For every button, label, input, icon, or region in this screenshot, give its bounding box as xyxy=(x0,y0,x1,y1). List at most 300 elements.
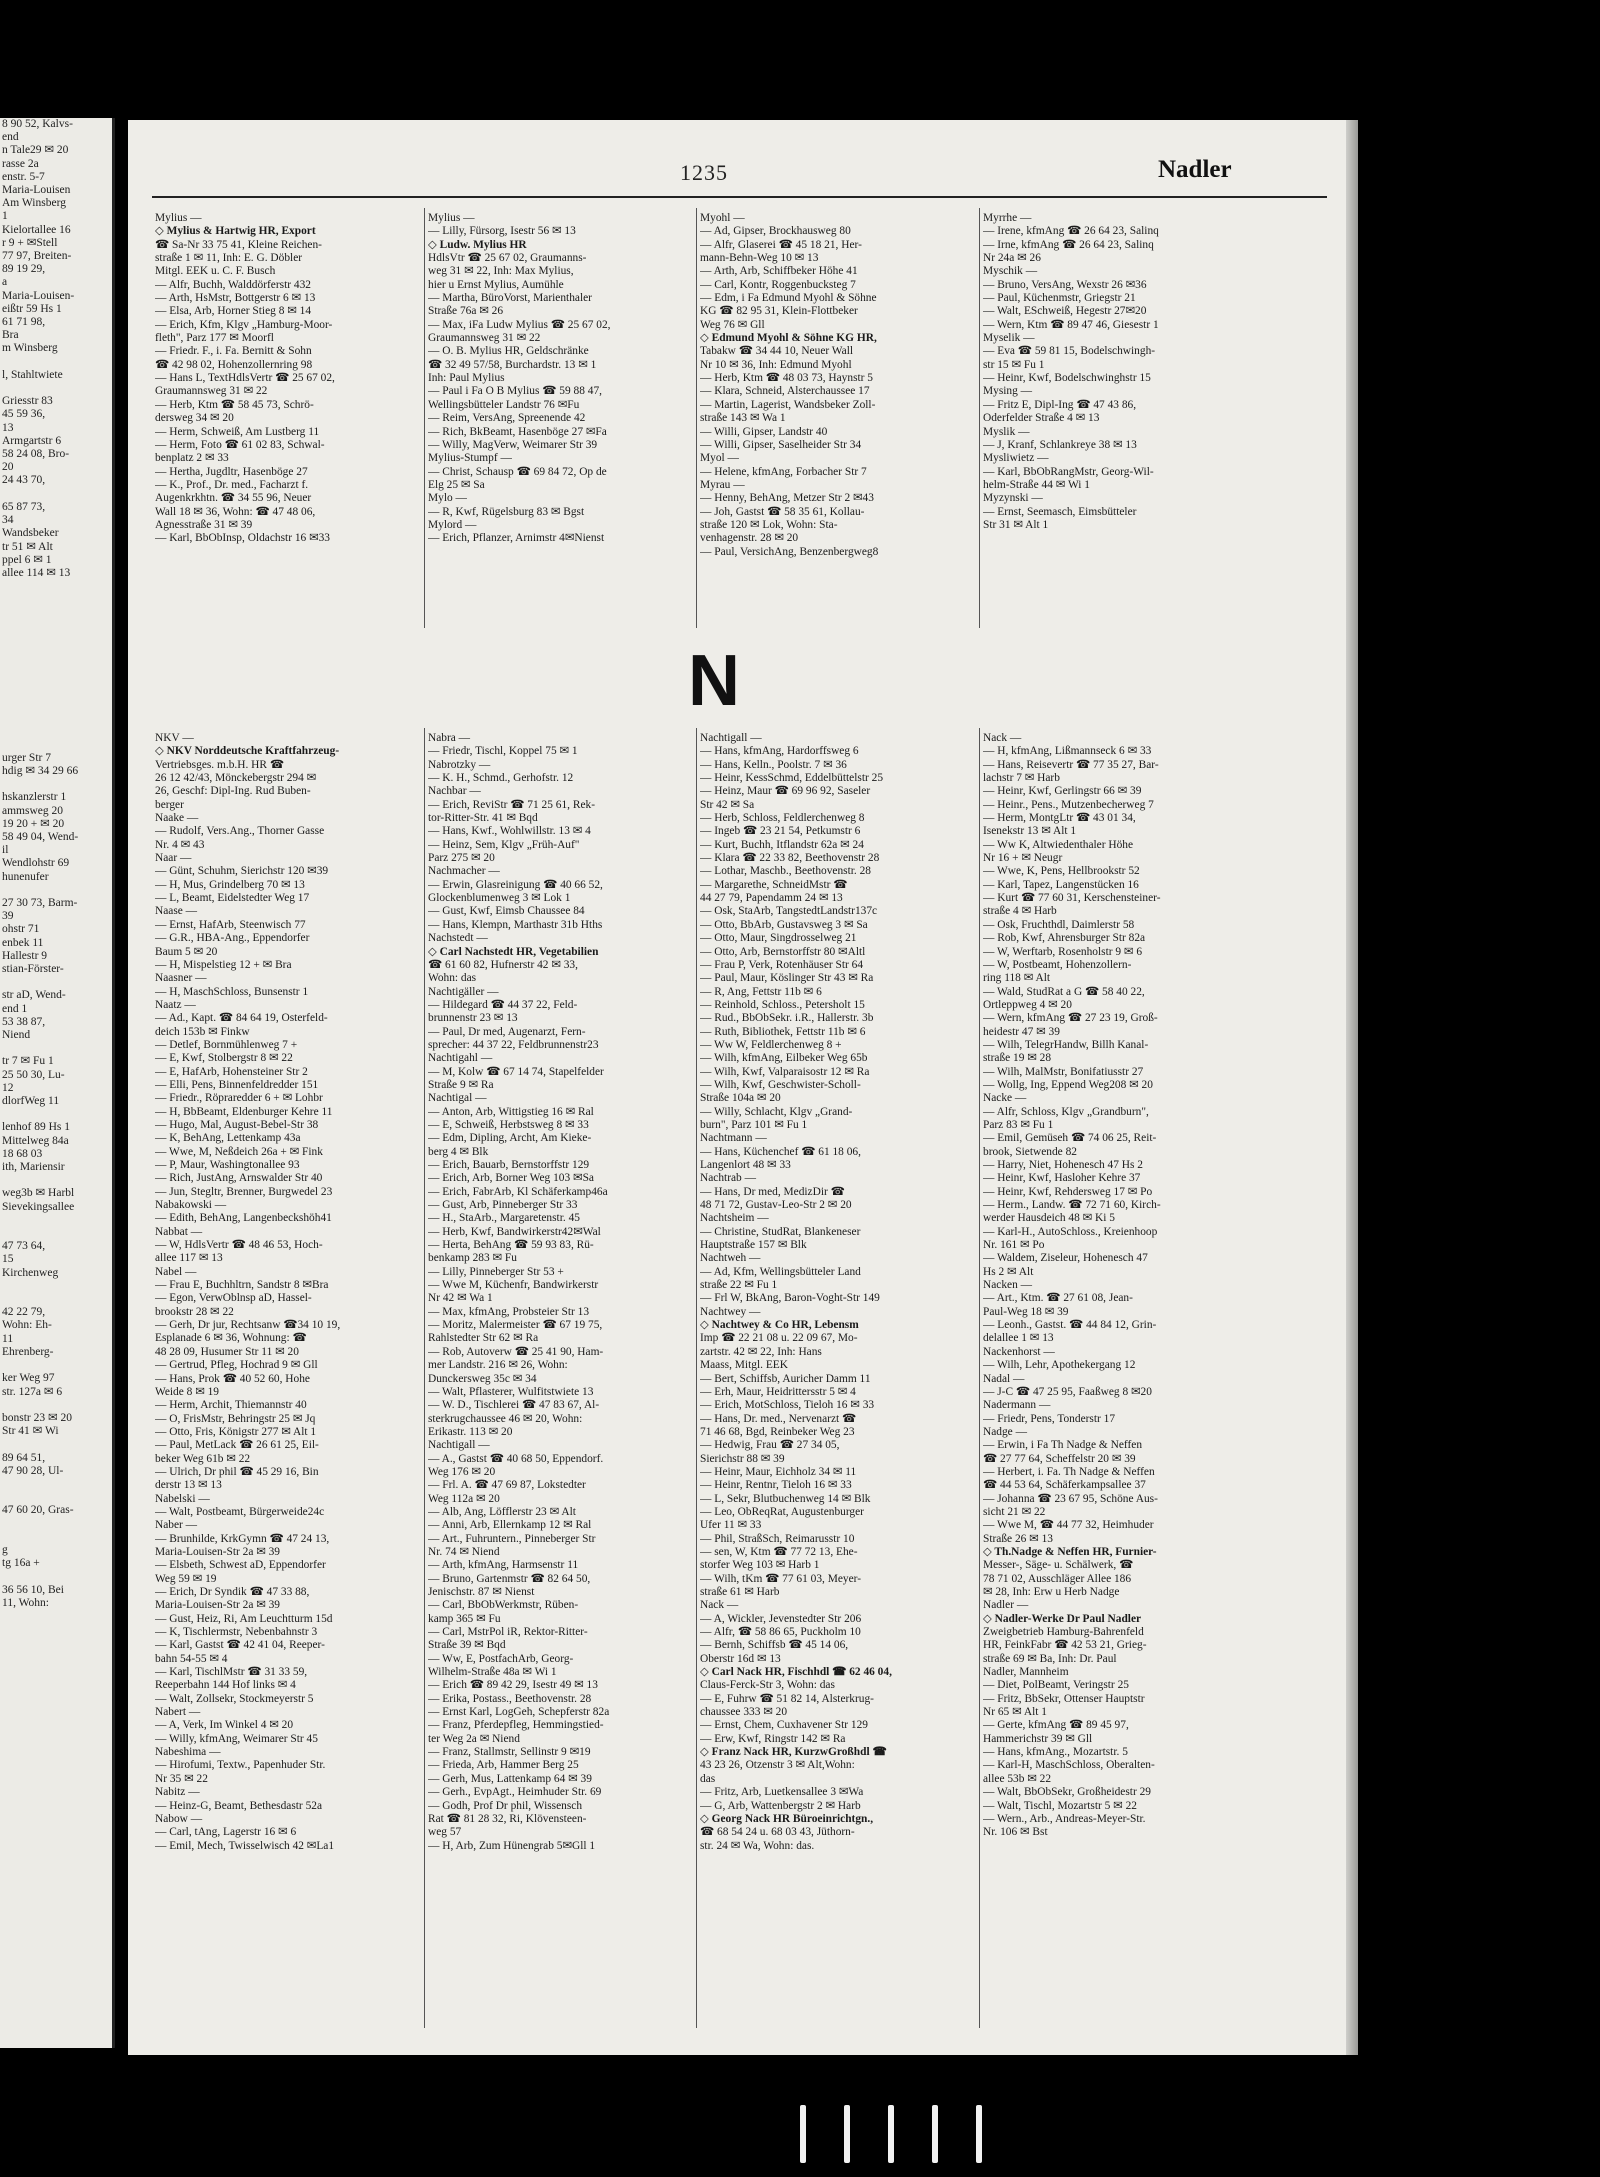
directory-entry: — Hans, kfmAng, Hardorffsweg 6 xyxy=(700,745,859,758)
section-letter: N xyxy=(688,641,740,721)
left-page-line: lenhof 89 Hs 1 xyxy=(2,1121,71,1134)
directory-entry: — Max, kfmAng, Probsteier Str 13 xyxy=(428,1305,590,1318)
column-bottom-1 xyxy=(155,732,431,2032)
directory-entry: — Hedwig, Frau ☎ 27 34 05, xyxy=(700,1439,840,1452)
directory-entry: — Frau P, Verk, Rotenhäuser Str 64 xyxy=(700,958,864,971)
left-page-line xyxy=(0,593,112,606)
surname-heading: Nachtigäller — xyxy=(428,985,499,998)
directory-entry: — Irne, kfmAng ☎ 26 64 23, Salinq xyxy=(983,238,1154,251)
directory-entry: — Walt, ESchweiß, Hegestr 27✉20 xyxy=(983,305,1147,318)
left-page-line: 11 xyxy=(2,1332,14,1345)
directory-entry: Reeperbahn 144 Hof links ✉ 4 xyxy=(155,1679,296,1692)
directory-entry: — Gust, Kwf, Eimsb Chaussee 84 xyxy=(428,905,585,918)
directory-entry: 26, Geschf: Dipl-Ing. Rud Buben- xyxy=(155,785,311,798)
directory-entry: — Heinr, Kwf, Rehdersweg 17 ✉ Po xyxy=(983,1185,1153,1198)
directory-page xyxy=(128,120,1346,2055)
directory-entry: — Günt, Schuhm, Sierichstr 120 ✉39 xyxy=(155,865,329,878)
left-page-line: hunenufer xyxy=(2,870,49,883)
directory-entry: ✉ 28, Inh: Erw u Herb Nadge xyxy=(983,1586,1120,1598)
directory-entry: — Hans, kfmAng., Mozartstr. 5 xyxy=(983,1746,1128,1759)
directory-entry: berg 4 ✉ Blk xyxy=(428,1145,489,1158)
directory-entry: — Fritz E, Dipl-Ing ☎ 47 43 86, xyxy=(983,398,1137,411)
firm-entry: ◇ Nadler-Werke Dr Paul Nadler xyxy=(983,1612,1142,1625)
surname-heading: Nachmacher — xyxy=(428,865,500,878)
firm-entry: ◇ Carl Nack HR, Fischhdl ☎ 62 46 04, xyxy=(700,1666,892,1679)
directory-entry: — Elli, Pens, Binnenfeldredder 151 xyxy=(155,1078,319,1091)
left-page-line: hskanzlerstr 1 xyxy=(2,791,67,804)
directory-entry: — Heinz, Maur ☎ 69 96 92, Saseler xyxy=(700,785,871,798)
directory-entry: dersweg 34 ✉ 20 xyxy=(155,412,234,425)
surname-heading: Nachtigal — xyxy=(428,1092,487,1105)
left-page-line: rasse 2a xyxy=(2,157,39,170)
directory-entry: — Carl, MstrPol iR, Rektor-Ritter- xyxy=(428,1626,588,1639)
left-page-line xyxy=(0,673,112,686)
directory-entry: straße 61 ✉ Harb xyxy=(700,1586,780,1598)
directory-entry: str 15 ✉ Fu 1 xyxy=(983,358,1045,371)
directory-entry: — Osk, Fruchthdl, Daimlerstr 58 xyxy=(983,918,1135,931)
left-page-line: eißtr 59 Hs 1 xyxy=(2,302,62,315)
directory-entry: — O, FrisMstr, Behringstr 25 ✉ Jq xyxy=(155,1412,316,1425)
left-page-line: tr 51 ✉ Alt xyxy=(2,540,53,553)
directory-entry: — Walt, Zollsekr, Stockmeyerstr 5 xyxy=(155,1692,314,1705)
directory-entry: ☎ 32 49 57/58, Burchardstr. 13 ✉ 1 xyxy=(428,358,597,371)
directory-entry: — Hans, Dr. med., Nervenarzt ☎ xyxy=(700,1412,857,1425)
directory-entry: Nr. 106 ✉ Bst xyxy=(983,1826,1048,1839)
surname-heading: Naar — xyxy=(155,852,192,865)
directory-entry: — Friedr, Pens, Tonderstr 17 xyxy=(983,1412,1116,1425)
left-page-line xyxy=(0,778,112,791)
left-page-line xyxy=(0,976,112,989)
directory-entry: — Rich, BkBeamt, Hasenböge 27 ✉Fa xyxy=(428,425,607,438)
directory-entry: — Herm, Schweiß, Am Lustberg 11 xyxy=(155,425,320,438)
surname-heading: Nachtweh — xyxy=(700,1252,761,1265)
directory-entry: Erikastr. 113 ✉ 20 xyxy=(428,1425,513,1438)
directory-entry: — Lilly, Fürsorg, Isestr 56 ✉ 13 xyxy=(428,225,576,238)
left-page-line: Bra xyxy=(2,329,19,342)
left-page-line: ith, Mariensir xyxy=(2,1161,65,1174)
directory-entry: — Brunhilde, KrkGymn ☎ 47 24 13, xyxy=(155,1532,330,1545)
directory-entry: kamp 365 ✉ Fu xyxy=(428,1612,501,1625)
left-page-line: 39 xyxy=(2,910,14,923)
directory-entry: — W, Werftarb, Rosenholstr 9 ✉ 6 xyxy=(983,945,1143,958)
directory-entry: Straße 9 ✉ Ra xyxy=(428,1078,494,1091)
left-page-line: 34 xyxy=(2,514,14,527)
directory-entry: Weg 59 ✉ 19 xyxy=(155,1572,217,1585)
directory-entry: Sierichstr 88 ✉ 39 xyxy=(700,1452,785,1465)
directory-entry: Weide 8 ✉ 19 xyxy=(155,1385,219,1398)
directory-entry: — A., Gastst ☎ 40 68 50, Eppendorf. xyxy=(428,1452,604,1465)
left-page-line: ppel 6 ✉ 1 xyxy=(2,553,52,566)
directory-entry: — Margarethe, SchneidMstr ☎ xyxy=(700,878,848,891)
directory-entry: straße 22 ✉ Fu 1 xyxy=(700,1279,778,1292)
directory-entry: mann-Behn-Weg 10 ✉ 13 xyxy=(700,252,819,265)
left-page-line: Niend xyxy=(2,1029,31,1042)
directory-entry: — Erich, MotSchloss, Tieloh 16 ✉ 33 xyxy=(700,1399,875,1412)
directory-entry: — Friedr., Röpraredder 6 + ✉ Lohbr xyxy=(155,1092,323,1105)
directory-entry: Weg 176 ✉ 20 xyxy=(428,1465,496,1478)
directory-entry: — H, BbBeamt, Eldenburger Kehre 11 xyxy=(155,1105,333,1118)
directory-entry: Agnesstraße 31 ✉ 39 xyxy=(155,518,253,531)
directory-entry: — Kurt ☎ 77 60 31, Kerschensteiner- xyxy=(983,892,1161,905)
directory-entry: — Wern., Arb., Andreas-Meyer-Str. xyxy=(983,1812,1146,1825)
directory-entry: sterkrugchaussee 46 ✉ 20, Wohn: xyxy=(428,1412,583,1425)
column-divider xyxy=(979,208,980,628)
directory-entry: straße 19 ✉ 28 xyxy=(983,1052,1052,1065)
left-page-line: 1 xyxy=(2,210,8,223)
surname-heading: Mylord — xyxy=(428,518,477,531)
left-page-line: dlorfWeg 11 xyxy=(2,1095,60,1108)
directory-entry: Maass, Mitgl. EEK xyxy=(700,1359,788,1372)
directory-entry: — Frl W, BkAng, Baron-Voght-Str 149 xyxy=(700,1292,880,1305)
directory-entry: — G.R., HBA-Ang., Eppendorfer xyxy=(155,932,310,945)
directory-entry: Augenkrkhtn. ☎ 34 55 96, Neuer xyxy=(155,492,312,505)
directory-entry: Weg 76 ✉ Gll xyxy=(700,318,765,331)
directory-entry: — Otto, BbArb, Gustavsweg 3 ✉ Sa xyxy=(700,918,868,931)
directory-entry: 78 71 02, Ausschläger Allee 186 xyxy=(983,1572,1132,1585)
left-page-line xyxy=(0,1478,112,1491)
directory-entry: benkamp 283 ✉ Fu xyxy=(428,1252,517,1265)
left-page-line: Kirchenweg xyxy=(2,1266,59,1279)
surname-heading: Nachtigahl — xyxy=(428,1052,493,1065)
directory-entry: 44 27 79, Papendamm 24 ✉ 13 xyxy=(700,892,843,905)
directory-entry: — Edith, BehAng, Langenbeckshöh41 xyxy=(155,1212,332,1225)
directory-entry: werder Hausdeich 48 ✉ Ki 5 xyxy=(983,1212,1115,1225)
directory-entry: — Reinhold, Schloss., Petersholt 15 xyxy=(700,998,865,1011)
surname-heading: Nadal — xyxy=(983,1372,1025,1385)
surname-heading: Mylius — xyxy=(428,212,475,224)
directory-entry: — Klara, Schneid, Alsterchaussee 17 xyxy=(700,385,870,398)
directory-entry: — Hugo, Mal, August-Bebel-Str 38 xyxy=(155,1118,319,1131)
left-page-line: 53 38 87, xyxy=(2,1015,46,1028)
left-page-line: tr 7 ✉ Fu 1 xyxy=(2,1055,54,1068)
directory-entry: — Frau E, Buchhltrn, Sandstr 8 ✉Bra xyxy=(155,1279,329,1292)
running-head: Nadler xyxy=(1158,156,1232,183)
directory-entry: weg 31 ✉ 22, Inh: Max Mylius, xyxy=(428,265,574,278)
directory-entry: Parz 275 ✉ 20 xyxy=(428,852,495,865)
directory-entry: ☎ 42 98 02, Hohenzollernring 98 xyxy=(155,358,313,371)
directory-entry: — Karl, BbObInsp, Oldachstr 16 ✉33 xyxy=(155,532,331,545)
header-rule xyxy=(152,196,1327,198)
surname-heading: Myrrhe — xyxy=(983,212,1032,224)
directory-entry: str. 24 ✉ Wa, Wohn: das. xyxy=(700,1839,815,1852)
directory-entry: Esplanade 6 ✉ 36, Wohnung: ☎ xyxy=(155,1332,307,1345)
directory-entry: ring 118 ✉ Alt xyxy=(983,972,1051,985)
directory-entry: — H, MaschSchloss, Bunsenstr 1 xyxy=(155,985,309,998)
directory-entry: — Henny, BehAng, Metzer Str 2 ✉43 xyxy=(700,492,874,505)
left-page-line: 47 73 64, xyxy=(2,1240,46,1253)
directory-entry: straße 69 ✉ Ba, Inh: Dr. Paul xyxy=(983,1652,1117,1665)
directory-entry: mer Landstr. 216 ✉ 26, Wohn: xyxy=(428,1359,568,1372)
directory-entry: — Hans L, TextHdlsVertr ☎ 25 67 02, xyxy=(155,372,335,385)
directory-entry: — Herm., Landw. ☎ 72 71 60, Kirch- xyxy=(983,1199,1161,1212)
surname-heading: Myselik — xyxy=(983,332,1035,345)
directory-entry: — H, Arb, Zum Hünengrab 5✉Gll 1 xyxy=(428,1839,596,1852)
directory-entry: — Klara ☎ 22 33 82, Beethovenstr 28 xyxy=(700,852,880,865)
directory-entry: — L, Sekr, Blutbuchenweg 14 ✉ Blk xyxy=(700,1492,871,1505)
directory-entry: — Paul, Dr med, Augenarzt, Fern- xyxy=(428,1025,586,1038)
directory-entry: — Walt, Tischl, Mozartstr 5 ✉ 22 xyxy=(983,1799,1137,1812)
directory-entry: — Jun, Stegltr, Brenner, Burgwedel 23 xyxy=(155,1185,333,1198)
surname-heading: Nacke — xyxy=(983,1092,1027,1105)
directory-entry: — Hans, Küchenchef ☎ 61 18 06, xyxy=(700,1145,861,1158)
directory-entry: — K., Prof., Dr. med., Facharzt f. xyxy=(155,478,309,491)
directory-entry: Nr 35 ✉ 22 xyxy=(155,1772,208,1785)
directory-entry: — Max, iFa Ludw Mylius ☎ 25 67 02, xyxy=(428,318,611,331)
left-page-line: 15 xyxy=(2,1253,14,1266)
directory-entry: — Herm, MontgLtr ☎ 43 01 34, xyxy=(983,812,1136,825)
page-edge xyxy=(1346,120,1358,2055)
directory-entry: — Walt, BbObSekr, Großheidestr 29 xyxy=(983,1786,1151,1799)
left-page-line xyxy=(0,686,112,699)
firm-entry: ◇ Carl Nachstedt HR, Vegetabilien xyxy=(428,945,599,958)
left-page-line: end xyxy=(2,131,19,144)
left-page-line: 25 50 30, Lu- xyxy=(2,1068,65,1081)
directory-entry: — Ruth, Bibliothek, Fettstr 11b ✉ 6 xyxy=(700,1025,866,1038)
directory-entry: Vertriebsges. m.b.H. HR ☎ xyxy=(155,758,285,771)
directory-entry: — Erich, FabrArb, Kl Schäferkamp46a xyxy=(428,1185,608,1198)
column-divider xyxy=(424,728,425,2028)
surname-heading: Nacken — xyxy=(983,1279,1033,1292)
directory-entry: Nr 65 ✉ Alt 1 xyxy=(983,1706,1047,1719)
directory-entry: beker Weg 61b ✉ 22 xyxy=(155,1452,251,1465)
left-page-line: Am Winsberg xyxy=(2,197,66,210)
directory-entry: — Gertrud, Pfleg, Hochrad 9 ✉ Gll xyxy=(155,1359,318,1372)
left-page-line: Str 41 ✉ Wi xyxy=(2,1425,59,1438)
directory-entry: — Gerte, kfmAng ☎ 89 45 97, xyxy=(983,1719,1129,1732)
directory-entry: — Herm, Foto ☎ 61 02 83, Schwal- xyxy=(155,438,325,451)
left-page-line: enbek 11 xyxy=(2,936,44,949)
directory-entry: — Wilh, Kwf, Valparaisostr 12 ✉ Ra xyxy=(700,1065,870,1078)
directory-entry: — Reim, VersAng, Spreenende 42 xyxy=(428,412,586,425)
left-page-line: hdig ✉ 34 29 66 xyxy=(2,764,79,777)
directory-entry: allee 117 ✉ 13 xyxy=(155,1252,223,1265)
surname-heading: Nabitz — xyxy=(155,1786,200,1799)
directory-entry: — Wern, kfmAng ☎ 27 23 19, Groß- xyxy=(983,1012,1158,1025)
surname-heading: Nabow — xyxy=(155,1812,203,1825)
directory-entry: Straße 39 ✉ Bqd xyxy=(428,1639,506,1652)
left-page-line: end 1 xyxy=(2,1002,28,1015)
directory-entry: Graumannsweg 31 ✉ 22 xyxy=(428,332,541,345)
directory-entry: helm-Straße 44 ✉ Wi 1 xyxy=(983,478,1090,491)
directory-entry: — Kurt, Buchh, Itflandstr 62a ✉ 24 xyxy=(700,838,864,851)
left-page-line: Maria-Louisen- xyxy=(2,289,75,302)
surname-heading: Nachtmann — xyxy=(700,1132,767,1145)
left-page-line: str. 127a ✉ 6 xyxy=(2,1385,63,1398)
left-page-line: 24 43 70, xyxy=(2,474,46,487)
left-page-line xyxy=(0,1491,112,1504)
directory-entry: — E, Kwf, Stolbergstr 8 ✉ 22 xyxy=(155,1052,293,1065)
left-page-line xyxy=(0,488,112,501)
left-page-line xyxy=(0,1108,112,1121)
directory-entry: — Johanna ☎ 23 67 95, Schöne Aus- xyxy=(983,1492,1158,1505)
directory-entry: — Hans, Reisevertr ☎ 77 35 27, Bar- xyxy=(983,758,1159,771)
surname-heading: Naake — xyxy=(155,812,199,825)
directory-entry: — Osk, StaArb, TangstedtLandstr137c xyxy=(700,905,878,918)
directory-entry: — Herm, Archit, Thiemannstr 40 xyxy=(155,1399,307,1412)
left-page-line: urger Str 7 xyxy=(2,751,51,764)
surname-heading: Nackenhorst — xyxy=(983,1345,1055,1358)
directory-entry: — Elsa, Arb, Horner Stieg 8 ✉ 14 xyxy=(155,305,312,318)
surname-heading: Nack — xyxy=(983,732,1022,744)
directory-entry: — Ulrich, Dr phil ☎ 45 29 16, Bin xyxy=(155,1465,319,1478)
directory-entry: — Gerh, Dr jur, Rechtsanw ☎34 10 19, xyxy=(155,1319,341,1332)
left-page-fragment xyxy=(0,118,115,2048)
directory-entry: Hauptstraße 157 ✉ Blk xyxy=(700,1239,807,1252)
directory-entry: 43 23 26, Otzenstr 3 ✉ Alt,Wohn: xyxy=(700,1759,855,1772)
directory-entry: — Herb, Ktm ☎ 48 03 73, Haynstr 5 xyxy=(700,372,874,385)
left-page-line xyxy=(0,1518,112,1531)
directory-entry: — Ernst, Seemasch, Eimsbütteler xyxy=(983,505,1137,518)
directory-entry: — Egon, VerwOblnsp aD, Hassel- xyxy=(155,1292,312,1305)
directory-entry: — Otto, Arb, Bernstorffstr 80 ✉Altl xyxy=(700,945,866,958)
directory-entry: Glockenblumenweg 3 ✉ Lok 1 xyxy=(428,892,571,905)
directory-entry: venhagenstr. 28 ✉ 20 xyxy=(700,532,799,545)
directory-entry: Baum 5 ✉ 20 xyxy=(155,945,218,958)
directory-entry: — sen, W, Ktm ☎ 77 72 13, Ehe- xyxy=(700,1545,858,1558)
directory-entry: Str 31 ✉ Alt 1 xyxy=(983,518,1049,531)
directory-entry: — G, Arb, Wattenbergstr 2 ✉ Harb xyxy=(700,1799,861,1812)
directory-entry: — Herbert, i. Fa. Th Nadge & Neffen xyxy=(983,1465,1155,1478)
directory-entry: Mitgl. EEK u. C. F. Busch xyxy=(155,265,276,278)
directory-entry: — Willy, Schlacht, Klgv „Grand- xyxy=(700,1105,853,1118)
directory-entry: — Alfr, Buchh, Walddörferstr 432 xyxy=(155,278,311,291)
directory-entry: — Willi, Gipser, Saselheider Str 34 xyxy=(700,438,862,451)
firm-entry: ◇ Franz Nack HR, KurzwGroßhdl ☎ xyxy=(700,1746,887,1759)
directory-entry: — Ingeb ☎ 23 21 54, Petkumstr 6 xyxy=(700,825,861,838)
directory-entry: — Edm, i Fa Edmund Myohl & Söhne xyxy=(700,292,877,305)
directory-entry: chaussee 333 ✉ 20 xyxy=(700,1706,788,1719)
column-bottom-4 xyxy=(983,732,1259,2032)
directory-entry: Langenlort 48 ✉ 33 xyxy=(700,1159,791,1171)
left-page-line: 20 xyxy=(2,461,14,474)
directory-entry: ☎ 68 54 24 u. 68 03 43, Jüthorn- xyxy=(700,1826,855,1839)
directory-entry: derstr 13 ✉ 13 xyxy=(155,1479,222,1492)
directory-entry: — Godh, Prof Dr phil, Wissensch xyxy=(428,1799,583,1812)
directory-entry: — Edm, Dipling, Archt, Am Kieke- xyxy=(428,1132,592,1145)
directory-entry: Messer-, Säge- u. Schälwerk, ☎ xyxy=(983,1559,1134,1572)
directory-entry: — Phil, StraßSch, Reimarusstr 10 xyxy=(700,1532,855,1545)
firm-entry: ◇ Nachtwey & Co HR, Lebensm xyxy=(700,1319,859,1332)
directory-entry: — Karl, BbObRangMstr, Georg-Wil- xyxy=(983,465,1154,478)
left-page-line: Maria-Louisen xyxy=(2,184,71,197)
directory-entry: — Wilh, kfmAng, Eilbeker Weg 65b xyxy=(700,1052,868,1065)
directory-entry: — Gust, Heiz, Ri, Am Leuchtturm 15d xyxy=(155,1612,333,1625)
left-page-line xyxy=(0,1438,112,1451)
column-top-4 xyxy=(983,212,1259,632)
directory-entry: Straße 26 ✉ 13 xyxy=(983,1532,1053,1545)
directory-entry: — Paul, Küchenmstr, Griegstr 21 xyxy=(983,292,1136,305)
directory-entry: — Erich, Arb, Borner Weg 103 ✉Sa xyxy=(428,1172,594,1185)
left-page-line xyxy=(0,633,112,646)
directory-entry: 71 46 68, Bgd, Reinbeker Weg 23 xyxy=(700,1425,855,1438)
page-number: 1235 xyxy=(680,160,728,185)
directory-entry: — Hans, Klempn, Marthastr 31b Hths xyxy=(428,918,603,931)
surname-heading: Nack — xyxy=(700,1599,739,1612)
directory-entry: Wellingsbütteler Landstr 76 ✉Fu xyxy=(428,398,580,411)
directory-entry: Maria-Louisen-Str 2a ✉ 39 xyxy=(155,1545,281,1558)
directory-entry: — Waldem, Ziseleur, Hohenesch 47 xyxy=(983,1252,1148,1265)
directory-entry: — K, BehAng, Lettenkamp 43a xyxy=(155,1132,301,1145)
directory-entry: Nadler, Mannheim xyxy=(983,1666,1069,1679)
directory-entry: ☎ 61 60 82, Hufnerstr 42 ✉ 33, xyxy=(428,958,578,971)
surname-heading: Myschik — xyxy=(983,265,1038,278)
directory-entry: Zweigbetrieb Hamburg-Bahrenfeld xyxy=(983,1626,1144,1639)
directory-entry: — J-C ☎ 47 25 95, Faaßweg 8 ✉20 xyxy=(983,1385,1152,1398)
directory-entry: Str 42 ✉ Sa xyxy=(700,798,755,811)
directory-entry: — Arth, kfmAng, Harmsenstr 11 xyxy=(428,1559,579,1572)
surname-heading: Nachbar — xyxy=(428,785,481,798)
directory-entry: Wilhelm-Straße 48a ✉ Wi 1 xyxy=(428,1666,557,1679)
directory-entry: — Wilh, TelegrHandw, Billh Kanal- xyxy=(983,1038,1149,1051)
column-top-2 xyxy=(428,212,704,632)
directory-entry: bahn 54-55 ✉ 4 xyxy=(155,1652,228,1665)
directory-entry: Dunckersweg 35c ✉ 34 xyxy=(428,1372,537,1385)
directory-entry: — Martha, BüroVorst, Marienthaler xyxy=(428,292,592,305)
directory-entry: — Wilh, MalMstr, Bonifatiusstr 27 xyxy=(983,1065,1144,1078)
surname-heading: Myrau — xyxy=(700,478,745,491)
directory-entry: Rahlstedter Str 62 ✉ Ra xyxy=(428,1332,539,1345)
directory-entry: Parz 83 ✉ Fu 1 xyxy=(983,1118,1054,1131)
directory-entry: 26 12 42/43, Mönckebergstr 294 ✉ xyxy=(155,772,317,785)
directory-entry: — Rob, Autoverw ☎ 25 41 90, Ham- xyxy=(428,1345,604,1358)
surname-heading: NKV — xyxy=(155,732,194,744)
directory-entry: — Rich, JustAng, Arnswalder Str 40 xyxy=(155,1172,323,1185)
directory-entry: — Arth, HsMstr, Bottgerstr 6 ✉ 13 xyxy=(155,292,316,305)
directory-entry: — Erich, Dr Syndik ☎ 47 33 88, xyxy=(155,1586,310,1598)
directory-entry: — Frl. A. ☎ 47 69 87, Lokstedter xyxy=(428,1479,586,1492)
left-page-line: 61 71 98, xyxy=(2,316,46,329)
directory-entry: — Anni, Arb, Ellernkamp 12 ✉ Ral xyxy=(428,1519,592,1532)
directory-entry: ☎ Sa-Nr 33 75 41, Kleine Reichen- xyxy=(155,238,322,251)
directory-entry: ☎ 27 77 64, Scheffelstr 20 ✉ 39 xyxy=(983,1452,1136,1465)
directory-entry: — O. B. Mylius HR, Geldschränke xyxy=(428,345,589,358)
directory-entry: — Arth, Arb, Schiffbeker Höhe 41 xyxy=(700,265,858,278)
surname-heading: Nabeshima — xyxy=(155,1746,221,1759)
surname-heading: Myzynski — xyxy=(983,492,1043,505)
directory-entry: — Heinz, Sem, Klgv „Früh-Auf" xyxy=(428,838,580,851)
directory-entry: straße 120 ✉ Lok, Wohn: Sta- xyxy=(700,518,838,531)
left-page-line: 42 22 79, xyxy=(2,1306,46,1319)
directory-entry: — Wald, StudRat a G ☎ 58 40 22, xyxy=(983,985,1145,998)
directory-entry: — Gerh., EvpAgt., Heimhuder Str. 69 xyxy=(428,1786,602,1799)
surname-heading: Nadge — xyxy=(983,1425,1027,1438)
left-page-line: 12 xyxy=(2,1081,14,1094)
left-page-line xyxy=(0,1293,112,1306)
directory-entry: — Erw, Kwf, Ringstr 142 ✉ Ra xyxy=(700,1732,846,1745)
directory-entry: — Paul, Maur, Köslinger Str 43 ✉ Ra xyxy=(700,972,874,985)
directory-entry: — Rob, Kwf, Ahrensburger Str 82a xyxy=(983,932,1146,945)
directory-entry: Ortleppweg 4 ✉ 20 xyxy=(983,998,1072,1011)
directory-entry: — Paul i Fa O B Mylius ☎ 59 88 47, xyxy=(428,385,602,398)
directory-entry: — Herta, BehAng ☎ 59 93 83, Rü- xyxy=(428,1239,594,1252)
left-page-line: il xyxy=(2,844,9,857)
surname-heading: Nabbat — xyxy=(155,1225,203,1238)
directory-entry: — Christine, StudRat, Blankeneser xyxy=(700,1225,861,1238)
directory-entry: das xyxy=(700,1772,716,1785)
directory-entry: — Harry, Niet, Hohenesch 47 Hs 2 xyxy=(983,1159,1143,1171)
surname-heading: Naber — xyxy=(155,1519,198,1532)
left-page-line xyxy=(0,382,112,395)
surname-heading: Nabrotzky — xyxy=(428,758,491,771)
left-page-line: stian-Förster- xyxy=(2,963,64,975)
directory-entry: lachstr 7 ✉ Harb xyxy=(983,772,1060,785)
directory-entry: sprecher: 44 37 22, Feldbrunnenstr23 xyxy=(428,1038,599,1051)
column-top-1 xyxy=(155,212,431,632)
directory-entry: — Herb, Schloss, Feldlerchenweg 8 xyxy=(700,812,865,825)
surname-heading: Myol — xyxy=(700,452,739,465)
directory-entry: — Irene, kfmAng ☎ 26 64 23, Salinq xyxy=(983,225,1159,238)
directory-entry: — Lothar, Maschb., Beethovenstr. 28 xyxy=(700,865,872,878)
